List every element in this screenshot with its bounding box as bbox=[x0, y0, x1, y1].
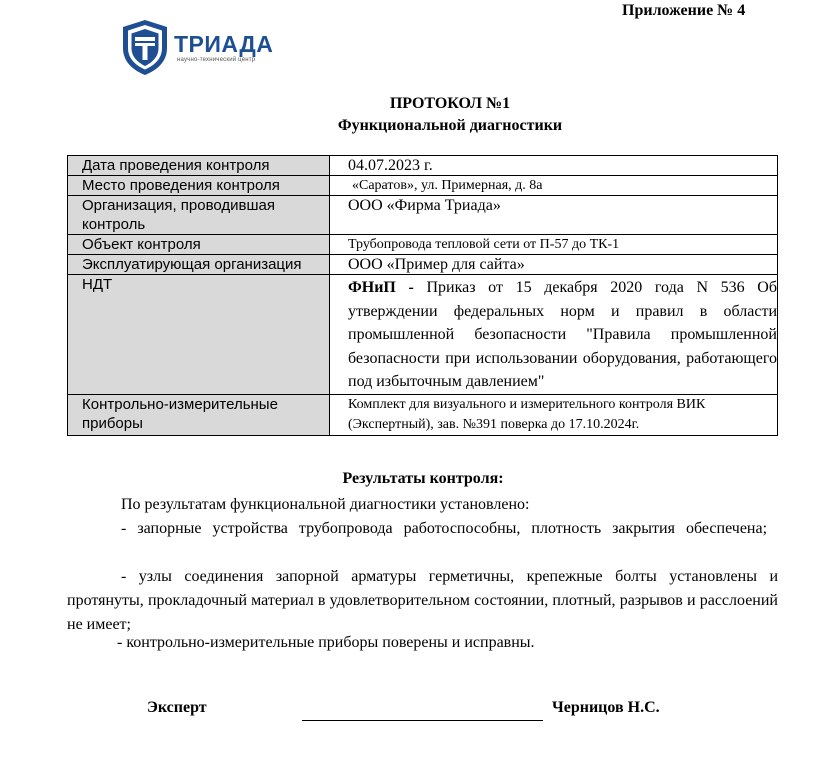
signature-name: Черницов Н.С. bbox=[552, 699, 660, 716]
row-label: Организация, проводившая контроль bbox=[68, 196, 330, 235]
results-intro: По результатам функциональной диагностики установлено: bbox=[121, 496, 530, 513]
table-row bbox=[68, 255, 778, 275]
table-row bbox=[68, 156, 778, 176]
result-item: - узлы соединения запорной арматуры герметичны, крепежные болты установлены и протянуты, прокладочный материал в удовлетворительном состоянии, плотный, разрывов и расслоений не имеет; bbox=[67, 568, 778, 633]
row-label: Эксплуатирующая организация bbox=[68, 255, 330, 275]
row-value: ООО «Пример для сайта» bbox=[330, 255, 778, 275]
company-logo bbox=[120, 18, 280, 78]
results-title: Результаты контроля: bbox=[342, 470, 504, 487]
row-value: 04.07.2023 г. bbox=[330, 156, 778, 176]
row-value: Комплект для визуального и измерительного контроля ВИК (Экспертный), зав. №391 поверка до 17.10.2024г. bbox=[330, 394, 778, 435]
row-label: Дата проведения контроля bbox=[68, 156, 330, 176]
info-table bbox=[67, 155, 778, 436]
protocol-title: ПРОТОКОЛ №1 bbox=[389, 95, 511, 112]
row-label: Объект контроля bbox=[68, 235, 330, 255]
table-row bbox=[68, 176, 778, 196]
signature-line bbox=[302, 720, 543, 721]
result-item: - контрольно-измерительные приборы поверены и исправны. bbox=[117, 634, 535, 651]
ndt-prefix: ФНиП - bbox=[348, 279, 414, 296]
table-row bbox=[68, 196, 778, 235]
row-value: ООО «Фирма Триада» bbox=[330, 196, 778, 235]
row-value: Трубопровода тепловой сети от П-57 до ТК-1 bbox=[330, 235, 778, 255]
table-row bbox=[68, 235, 778, 255]
ndt-text: Приказ от 15 декабря 2020 года N 536 Об утверждении федеральных норм и правил в области промышленной безопасности "Правила промышленной безопасности при использовании оборудования, работающего под избыточным давлением" bbox=[348, 279, 778, 390]
logo-subtitle: научно-технический центр bbox=[177, 57, 256, 63]
annex-label: Приложение № 4 bbox=[622, 2, 746, 19]
logo-wordmark: ТРИАДА bbox=[174, 31, 274, 57]
protocol-subtitle: Функциональной диагностики bbox=[337, 117, 563, 134]
signature-role: Эксперт bbox=[147, 699, 207, 716]
row-label: Контрольно-измерительные приборы bbox=[68, 394, 330, 435]
row-label: НДТ bbox=[68, 275, 330, 395]
table-row bbox=[68, 275, 778, 395]
row-value bbox=[330, 275, 778, 395]
shield-logo-icon bbox=[120, 18, 170, 76]
row-value: «Саратов», ул. Примерная, д. 8а bbox=[330, 176, 778, 196]
table-row bbox=[68, 394, 778, 435]
row-label: Место проведения контроля bbox=[68, 176, 330, 196]
result-item: - запорные устройства трубопровода работоспособны, плотность закрытия обеспечена; bbox=[121, 520, 768, 537]
